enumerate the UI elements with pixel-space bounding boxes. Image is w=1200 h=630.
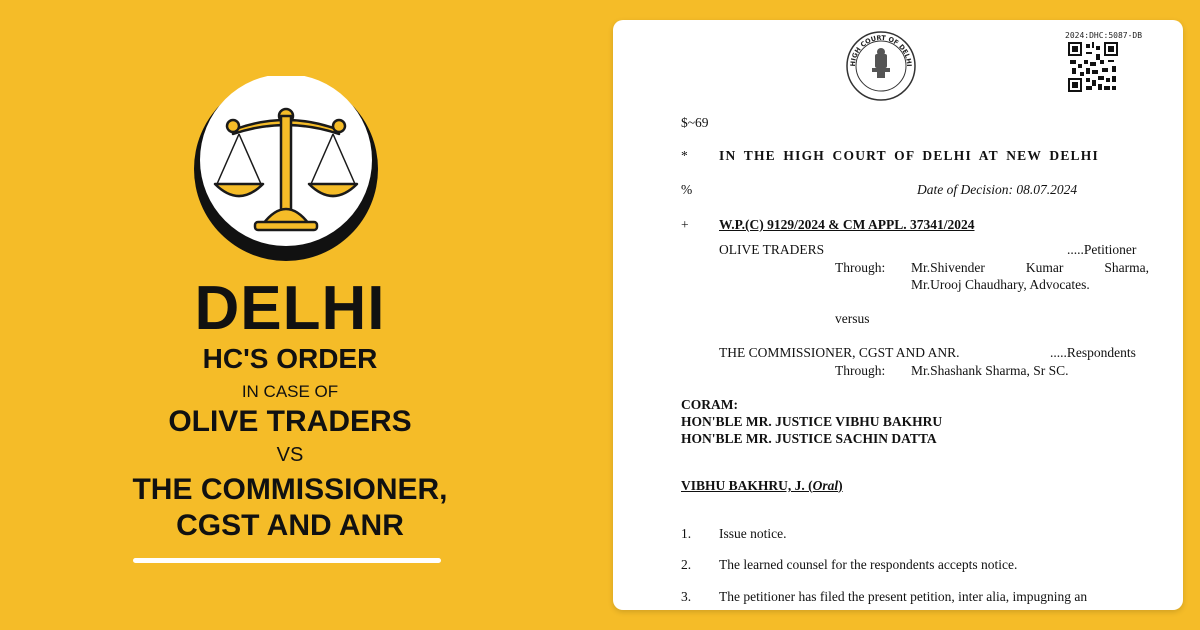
title-hc-order: HC'S ORDER	[202, 343, 378, 374]
author-close: )	[838, 478, 843, 493]
counsel-first-name: Mr.Shivender	[911, 260, 985, 275]
item-text: Issue notice.	[719, 526, 787, 541]
petitioner-counsel	[911, 260, 1149, 276]
respondent-counsel: Mr.Shashank Sharma, Sr SC.	[911, 363, 1069, 378]
petitioner-name: OLIVE TRADERS	[719, 242, 825, 257]
counsel-middle-name: Kumar	[1025, 260, 1064, 275]
star-marker: *	[681, 148, 688, 163]
title-in-case-of: IN CASE OF	[241, 382, 339, 401]
high-court-seal-icon	[845, 30, 917, 102]
author-judge	[681, 478, 843, 494]
judge-1: HON'BLE MR. JUSTICE VIBHU BAKHRU	[681, 414, 943, 429]
title-petitioner: OLIVE TRADERS	[168, 405, 412, 438]
title-respondent-line1: THE COMMISSIONER,	[132, 473, 448, 506]
judge-2: HON'BLE MR. JUSTICE SACHIN DATTA	[681, 431, 937, 446]
item-number: 3.	[681, 589, 692, 604]
counsel-last-name: Sharma,	[1104, 260, 1149, 275]
item-text: The learned counsel for the respondents accepts notice.	[719, 557, 1018, 572]
petitioner-role: .....Petitioner	[1067, 242, 1137, 257]
respondent-name: THE COMMISSIONER, CGST AND ANR.	[719, 345, 960, 360]
petitioner-counsel-line2: Mr.Urooj Chaudhary, Advocates.	[911, 277, 1090, 292]
percent-marker: %	[681, 182, 693, 197]
versus: versus	[835, 311, 870, 326]
through-label-1: Through:	[835, 260, 886, 275]
seal-text: HIGH COURT OF DELHI	[848, 33, 914, 67]
title-vs: VS	[276, 444, 304, 466]
item-number: 2.	[681, 557, 692, 572]
item-text: The petitioner has filed the present petition, inter alia, impugning an	[719, 589, 1088, 604]
document-marker: $~69	[681, 115, 709, 130]
through-label-2: Through:	[835, 363, 886, 378]
divider	[133, 558, 441, 563]
coram-heading: CORAM:	[681, 397, 738, 412]
plus-marker: +	[681, 217, 689, 232]
decision-date: Date of Decision: 08.07.2024	[917, 182, 1078, 197]
item-number: 1.	[681, 526, 692, 541]
scales-of-justice-icon	[193, 76, 379, 262]
title-respondent-line2: CGST AND ANR	[176, 509, 404, 542]
case-number: W.P.(C) 9129/2024 & CM APPL. 37341/2024	[719, 217, 975, 232]
court-heading: IN THE HIGH COURT OF DELHI AT NEW DELHI	[719, 148, 1099, 163]
respondent-role: .....Respondents	[1050, 345, 1136, 360]
court-order-document	[613, 20, 1183, 610]
author-oral: Oral	[812, 478, 839, 493]
neutral-citation: 2024:DHC:5087-DB	[1065, 31, 1143, 40]
author-name: VIBHU BAKHRU, J. (	[681, 478, 813, 493]
qr-code-icon	[1068, 42, 1118, 92]
title-delhi: DELHI	[194, 274, 386, 343]
